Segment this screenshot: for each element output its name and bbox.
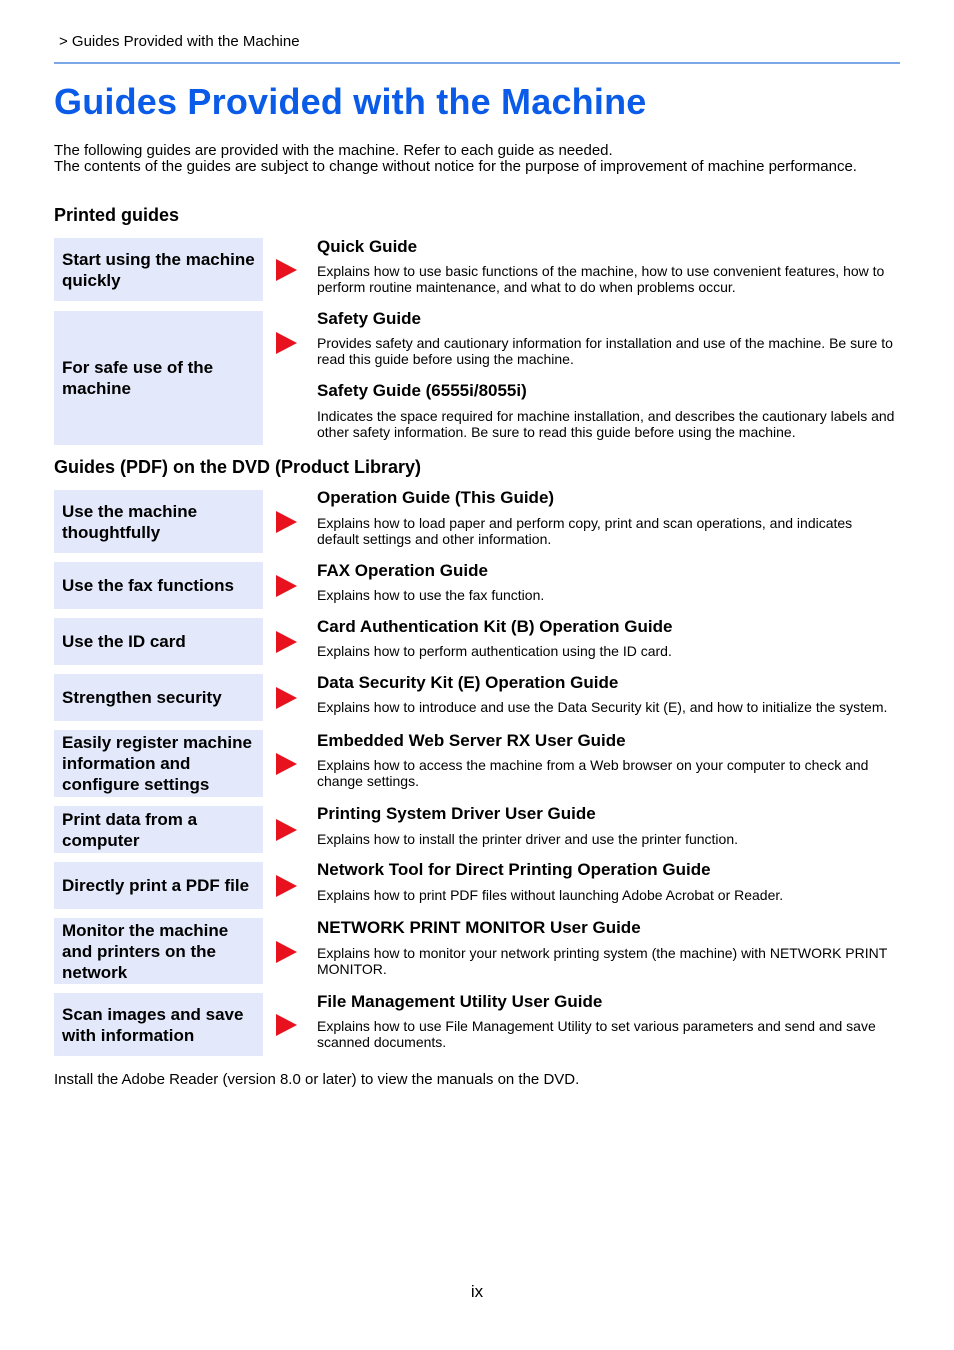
guide-desc: Explains how to monitor your network printing system (the machine) with NETWORK PRINT MONITOR.	[317, 945, 888, 977]
guide-title[interactable]: Printing System Driver User Guide	[317, 804, 596, 823]
guide-title-safety-guide-6555i[interactable]: Safety Guide (6555i/8055i)	[317, 381, 527, 400]
category-box: Scan images and save with information	[54, 993, 263, 1056]
guide-desc: Explains how to introduce and use the Data Security kit (E), and how to initialize the system.	[317, 699, 888, 715]
guide-title[interactable]: NETWORK PRINT MONITOR User Guide	[317, 918, 641, 937]
arrow-right-icon	[276, 259, 297, 281]
guide-title[interactable]: File Management Utility User Guide	[317, 992, 603, 1011]
category-box: Use the fax functions	[54, 562, 263, 609]
guide-title-safety-guide[interactable]: Safety Guide	[317, 309, 421, 328]
arrow-right-icon	[276, 511, 297, 533]
category-box: Directly print a PDF file	[54, 862, 263, 909]
dvd-guides-heading: Guides (PDF) on the DVD (Product Library)	[54, 457, 422, 477]
intro-line-2: The contents of the guides are subject to change without notice for the purpose of improvement of machine performance.	[54, 158, 857, 175]
intro-line-1: The following guides are provided with the machine. Refer to each guide as needed.	[54, 142, 613, 159]
guide-desc: Explains how to print PDF files without launching Adobe Acrobat or Reader.	[317, 887, 784, 903]
header-divider	[54, 62, 900, 64]
guide-title[interactable]: Embedded Web Server RX User Guide	[317, 731, 626, 750]
guide-title[interactable]: FAX Operation Guide	[317, 561, 488, 580]
arrow-right-icon	[276, 575, 297, 597]
guide-desc: Explains how to install the printer driver and use the printer function.	[317, 831, 739, 847]
guide-desc: Explains how to use the fax function.	[317, 587, 545, 603]
category-box: Easily register machine information and configure settings	[54, 730, 263, 797]
category-safe-use: For safe use of the machine	[54, 311, 263, 445]
category-box: Use the ID card	[54, 618, 263, 665]
guide-desc: Explains how to access the machine from a Web browser on your computer to check and change settings.	[317, 757, 869, 789]
guide-desc-quick-guide: Explains how to use basic functions of the machine, how to use convenient features, how to perform routine maintenance, and what to do when problems occur.	[317, 263, 885, 295]
arrow-right-icon	[276, 1014, 297, 1036]
arrow-right-icon	[276, 941, 297, 963]
category-box: Use the machine thoughtfully	[54, 490, 263, 553]
guide-desc: Explains how to load paper and perform copy, print and scan operations, and indicates default settings and other information.	[317, 515, 853, 547]
breadcrumb[interactable]: > Guides Provided with the Machine	[59, 33, 300, 50]
guide-title[interactable]: Network Tool for Direct Printing Operation Guide	[317, 860, 711, 879]
category-box: Print data from a computer	[54, 806, 263, 853]
category-box: Monitor the machine and printers on the network	[54, 918, 263, 984]
guide-title-quick-guide[interactable]: Quick Guide	[317, 237, 418, 256]
guide-desc: Explains how to perform authentication using the ID card.	[317, 643, 672, 659]
arrow-right-icon	[276, 631, 297, 653]
guide-desc: Explains how to use File Management Utility to set various parameters and send and save scanned documents.	[317, 1018, 876, 1050]
guide-desc-safety-guide-6555i: Indicates the space required for machine installation, and describes the cautionary labels and other safety information. Be sure to read this guide before using the machine.	[317, 408, 895, 440]
category-start-quickly: Start using the machine quickly	[54, 238, 263, 301]
arrow-right-icon	[276, 753, 297, 775]
guide-title[interactable]: Card Authentication Kit (B) Operation Guide	[317, 617, 673, 636]
arrow-right-icon	[276, 875, 297, 897]
page-number: ix	[470, 1282, 484, 1301]
page-title: Guides Provided with the Machine	[54, 81, 647, 122]
category-box: Strengthen security	[54, 674, 263, 721]
arrow-right-icon	[276, 332, 297, 354]
guide-desc-safety-guide: Provides safety and cautionary information for installation and use of the machine. Be sure to read this guide before using the machine.	[317, 335, 893, 367]
footnote: Install the Adobe Reader (version 8.0 or later) to view the manuals on the DVD.	[54, 1071, 580, 1088]
guide-title[interactable]: Data Security Kit (E) Operation Guide	[317, 673, 619, 692]
arrow-right-icon	[276, 687, 297, 709]
guide-title[interactable]: Operation Guide (This Guide)	[317, 488, 555, 507]
intro-text	[54, 143, 884, 175]
printed-guides-heading: Printed guides	[54, 205, 180, 225]
arrow-right-icon	[276, 819, 297, 841]
